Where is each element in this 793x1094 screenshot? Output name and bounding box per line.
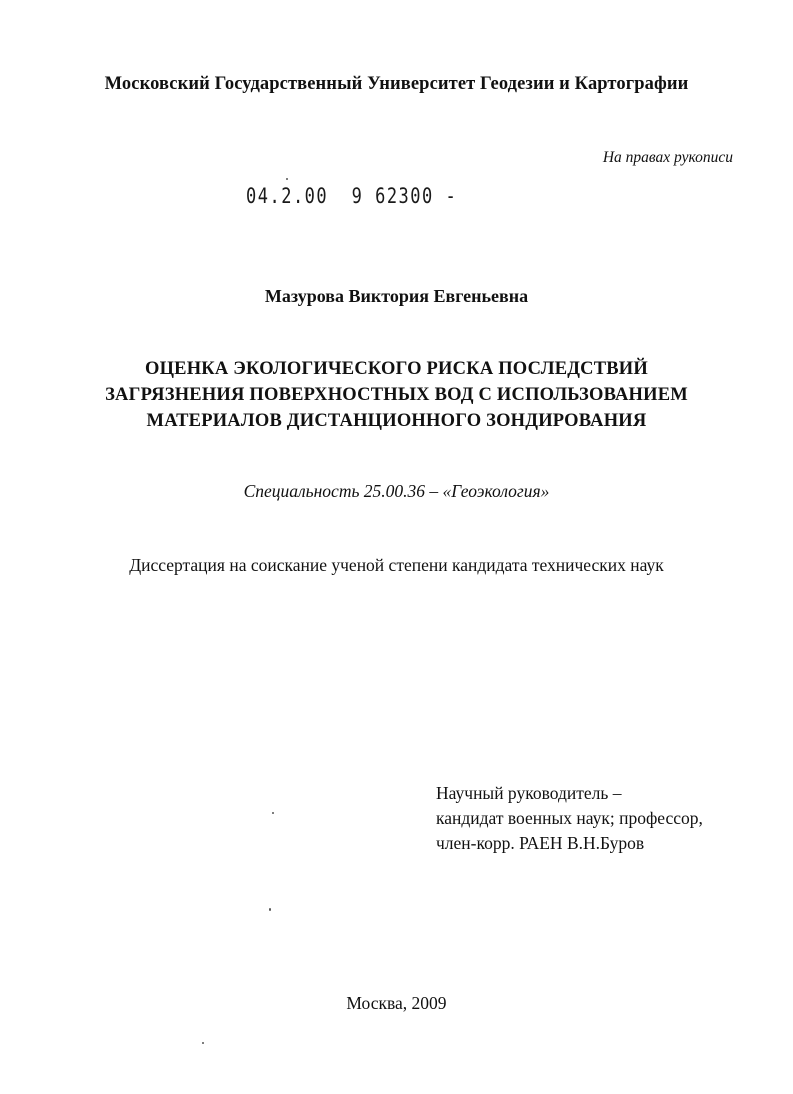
specialty: Специальность 25.00.36 – «Геоэкология»	[243, 481, 550, 501]
supervisor-line: член-корр. РАЕН В.Н.Буров	[436, 833, 645, 853]
city-year: Москва, 2009	[346, 993, 447, 1013]
scan-speck	[269, 908, 271, 911]
dissertation-title	[0, 356, 793, 434]
university-name: Московский Государственный Университет Геодезии и Картографии	[104, 74, 689, 94]
registration-stamp-number: 04.2.00 9 62300 -	[246, 184, 458, 209]
title-line: ОЦЕНКА ЭКОЛОГИЧЕСКОГО РИСКА ПОСЛЕДСТВИЙ	[145, 359, 648, 379]
supervisor-line: кандидат военных наук; профессор,	[436, 808, 703, 828]
title-line: МАТЕРИАЛОВ ДИСТАНЦИОННОГО ЗОНДИРОВАНИЯ	[146, 411, 647, 431]
scan-speck	[272, 812, 274, 814]
scan-speck	[286, 178, 288, 180]
scan-speck	[202, 1042, 204, 1044]
author-name: Мазурова Виктория Евгеньевна	[264, 286, 529, 306]
manuscript-note: На правах рукописи	[602, 149, 733, 166]
title-line: ЗАГРЯЗНЕНИЯ ПОВЕРХНОСТНЫХ ВОД С ИСПОЛЬЗОВАНИЕМ	[105, 385, 688, 405]
supervisor-block	[436, 781, 703, 856]
supervisor-line: Научный руководитель –	[436, 783, 622, 803]
dissertation-degree: Диссертация на соискание ученой степени кандидата технических наук	[129, 555, 664, 575]
